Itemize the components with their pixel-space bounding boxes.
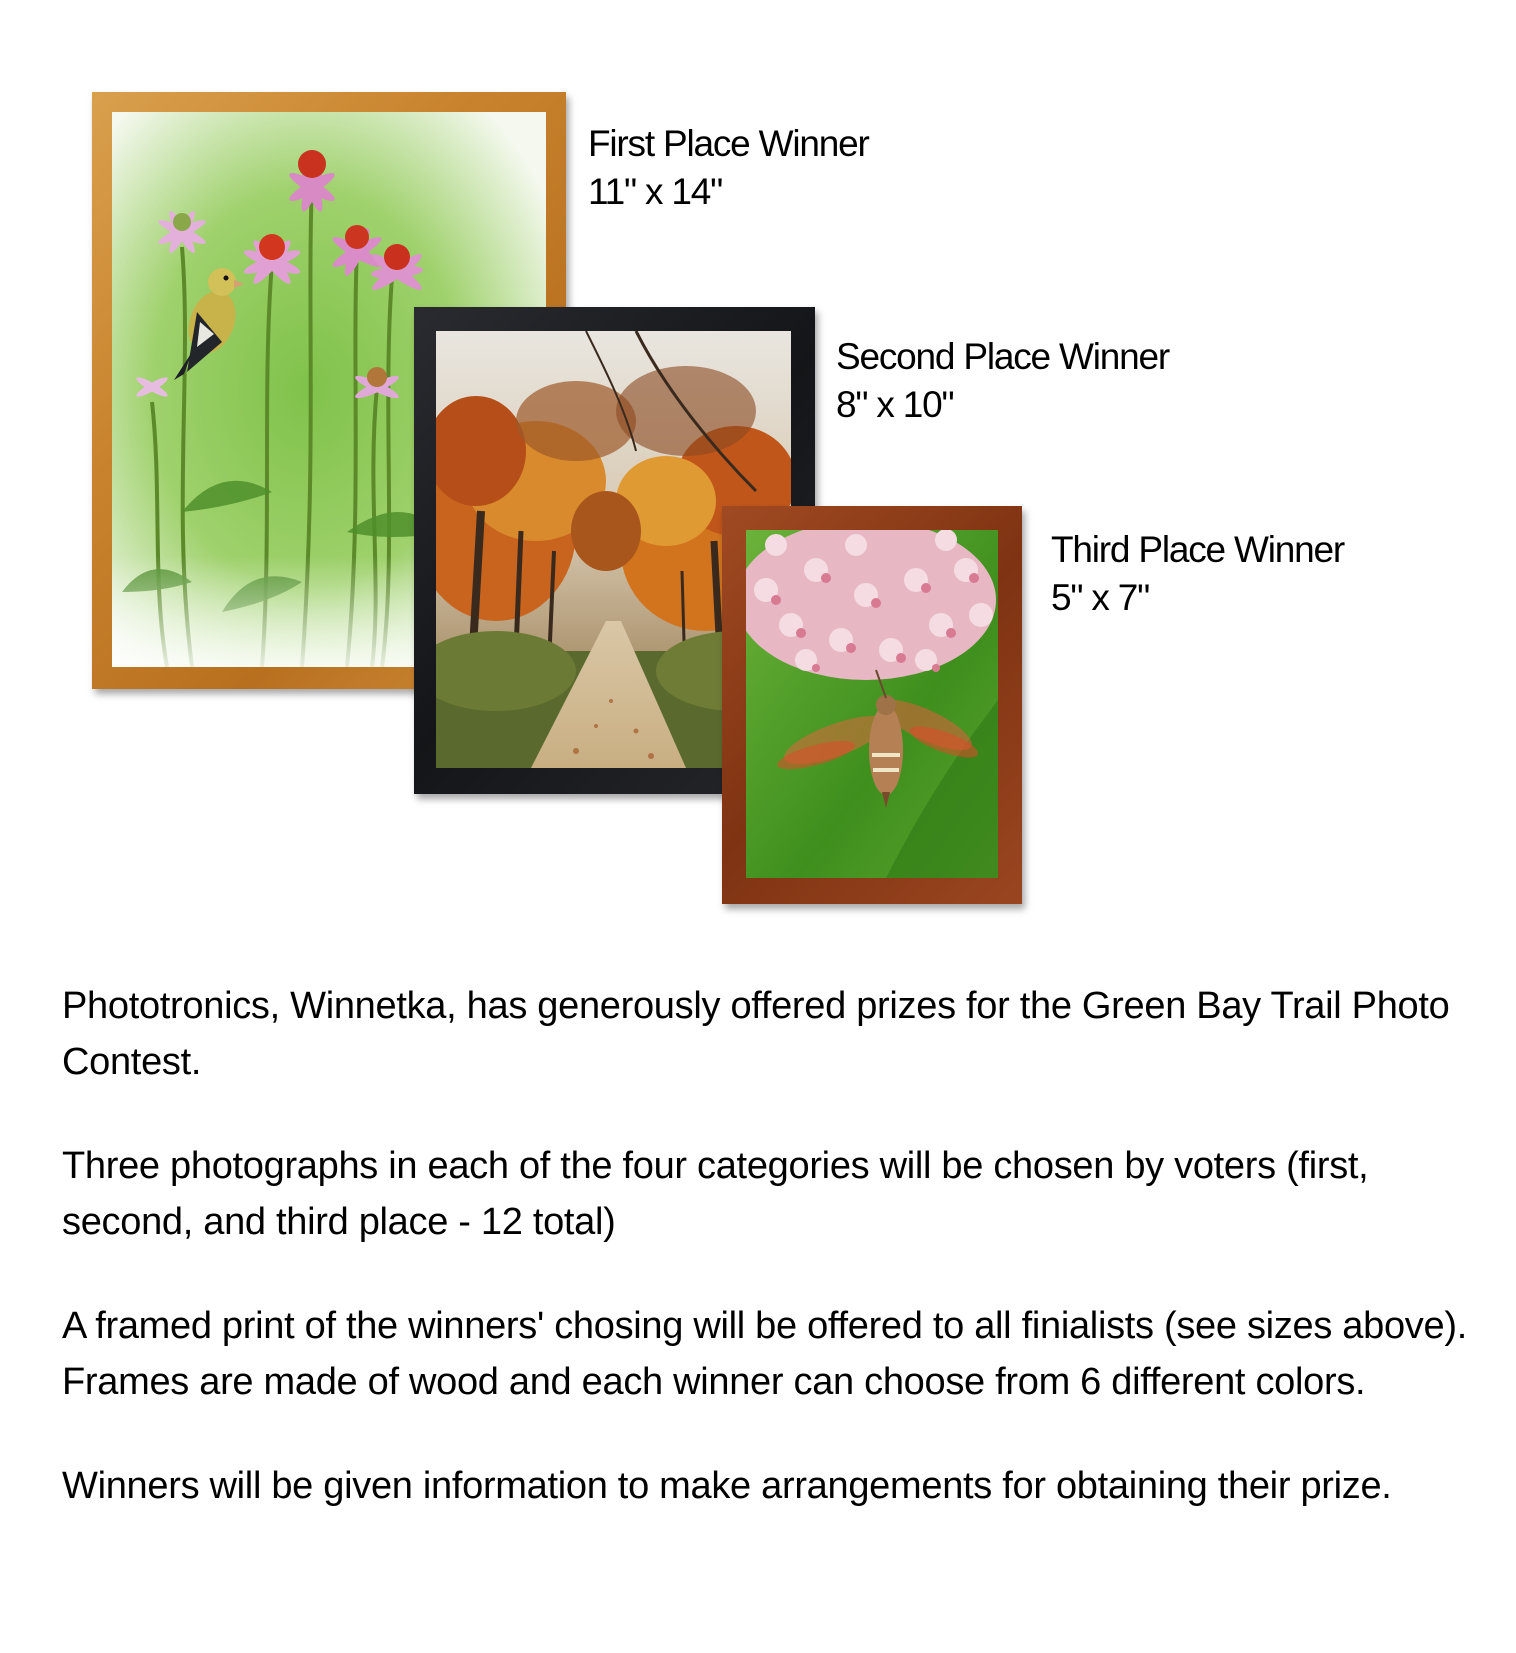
third-place-caption (1051, 526, 1344, 622)
third-place-title: Third Place Winner (1051, 529, 1345, 570)
third-place-frame (722, 506, 1022, 904)
first-place-title: First Place Winner (588, 123, 869, 164)
contest-description (62, 978, 1482, 1562)
sponsor-paragraph: Phototronics, Winnetka, has generously offered prizes for the Green Bay Trail Photo Contest. (62, 985, 1450, 1083)
winners-info-paragraph: Winners will be given information to make arrangements for obtaining their prize. (62, 1465, 1392, 1507)
milkweed-hummingbird-moth-photo (746, 530, 998, 878)
second-place-size: 8" x 10" (836, 384, 954, 425)
second-place-title: Second Place Winner (836, 336, 1169, 377)
framed-print-paragraph: A framed print of the winners' chosing will be offered to all finialists (see sizes above). Frames are made of wood and each winner can choose from 6 different colors. (62, 1305, 1467, 1403)
voting-paragraph: Three photographs in each of the four categories will be chosen by voters (first, second, and third place - 12 total) (62, 1145, 1369, 1243)
first-place-caption (588, 120, 869, 216)
first-place-size: 11" x 14" (588, 171, 723, 212)
second-place-caption (836, 333, 1169, 429)
third-place-size: 5" x 7" (1051, 577, 1150, 618)
